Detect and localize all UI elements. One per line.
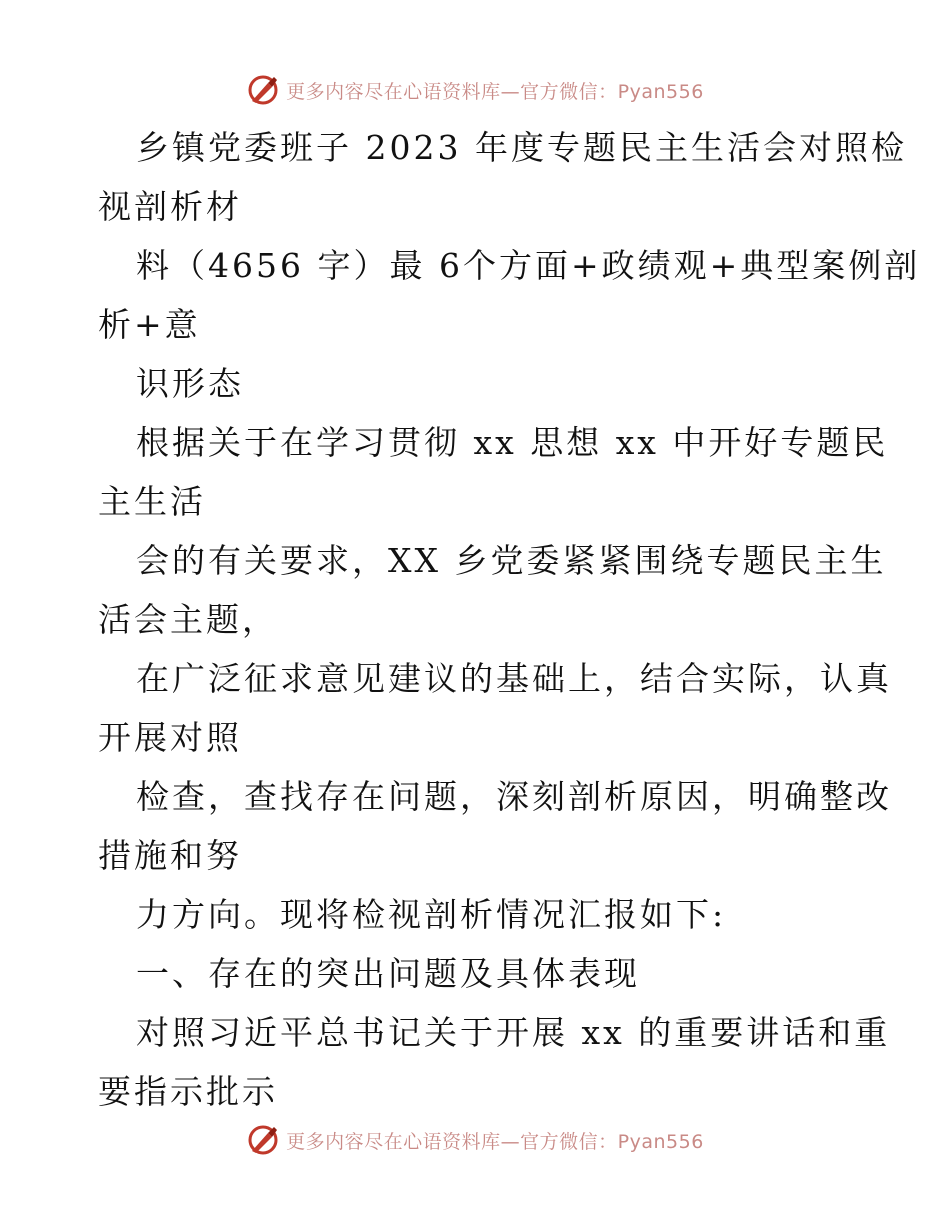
- paragraph-line: 会的有关要求，XX 乡党委紧紧围绕专题民主生: [136, 541, 887, 580]
- document-body: [98, 118, 921, 1121]
- paragraph-line: 检查，查找存在问题，深刻剖析原因，明确整改: [136, 777, 892, 816]
- footer-banner-text: 更多内容尽在心语资料库—官方微信：Pyan556: [286, 1130, 704, 1153]
- pen-logo-icon: [246, 1123, 280, 1157]
- title-line-5: 识形态: [136, 364, 244, 403]
- paragraph-line: 根据关于在学习贯彻 xx 思想 xx 中开好专题民: [136, 423, 889, 462]
- title-line-3: 料（4656 字）最 6个方面+政绩观+典型案例剖: [136, 246, 921, 285]
- paragraph-line: 对照习近平总书记关于开展 xx 的重要讲话和重: [136, 1013, 891, 1052]
- header-banner: [0, 70, 950, 110]
- paragraph-line: 活会主题，: [98, 600, 278, 639]
- paragraph-line: 措施和努: [98, 836, 242, 875]
- paragraph-line: 主生活: [98, 482, 206, 521]
- header-banner-inner: [246, 73, 704, 107]
- title-line-2: 视剖析材: [98, 187, 242, 226]
- footer-banner-inner: [246, 1123, 704, 1157]
- paragraph-line: 开展对照: [98, 718, 242, 757]
- paragraph-line: 力方向。现将检视剖析情况汇报如下:: [136, 895, 727, 934]
- footer-banner: [0, 1120, 950, 1160]
- pen-logo-icon: [246, 73, 280, 107]
- paragraph-line: 要指示批示: [98, 1072, 278, 1111]
- paragraph-line: 在广泛征求意见建议的基础上，结合实际，认真: [136, 659, 892, 698]
- title-line-4: 析+意: [98, 305, 201, 344]
- section-heading: 一、存在的突出问题及具体表现: [136, 954, 640, 993]
- title-line-1: 乡镇党委班子 2023 年度专题民主生活会对照检: [136, 128, 907, 167]
- header-banner-text: 更多内容尽在心语资料库—官方微信：Pyan556: [286, 80, 704, 103]
